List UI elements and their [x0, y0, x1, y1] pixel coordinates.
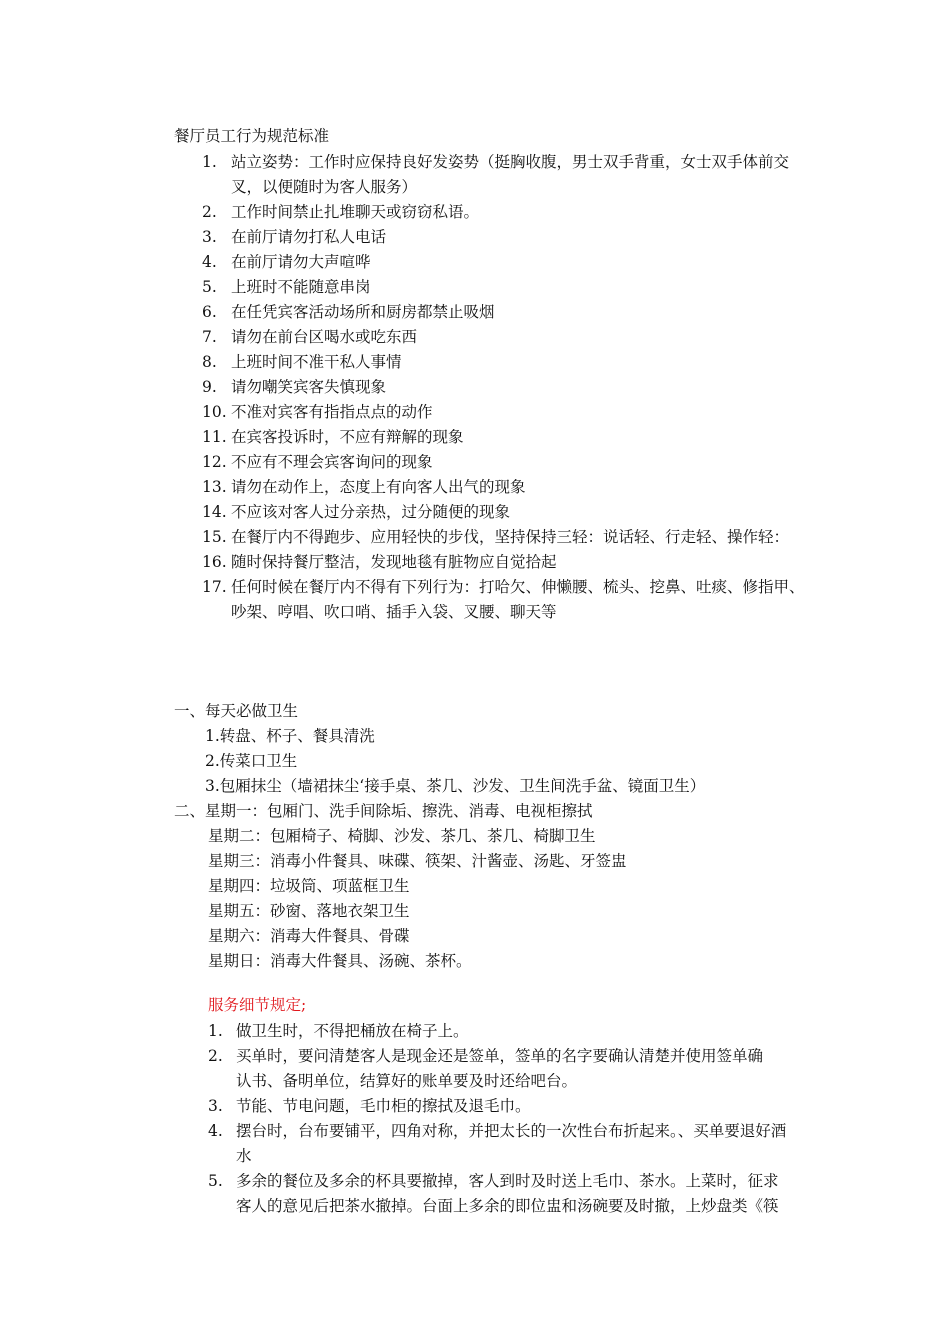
list-number: 4. [202, 253, 217, 271]
list-text: 摆台时，台布要铺平，四角对称，并把太长的一次性台布折起来。、买单要退好酒 [236, 1122, 787, 1140]
list-text: 上班时不能随意串岗 [231, 278, 371, 296]
list-item: 1.转盘、杯子、餐具清洗 [205, 727, 375, 745]
list-text: 吵架、哼唱、吹口哨、插手入袋、叉腰、聊天等 [231, 603, 557, 621]
list-number: 16. [202, 553, 227, 571]
list-text: 水 [236, 1147, 252, 1165]
list-text: 客人的意见后把茶水撤掉。台面上多余的即位盅和汤碗要及时撤，上炒盘类《筷 [236, 1197, 779, 1215]
section-heading: 二、星期一：包厢门、洗手间除垢、擦洗、消毒、电视柜擦拭 [174, 802, 593, 820]
list-number: 9. [202, 378, 217, 396]
list-number: 10. [202, 403, 227, 421]
list-text: 买单时，要问清楚客人是现金还是签单，签单的名字要确认清楚并使用签单确 [236, 1047, 764, 1065]
list-number: 4. [208, 1122, 223, 1140]
list-number: 11. [202, 428, 227, 446]
list-text: 节能、节电问题，毛巾柜的擦拭及退毛巾。 [236, 1097, 531, 1115]
list-number: 3. [202, 228, 217, 246]
list-number: 17. [202, 578, 227, 596]
list-text: 在任凭宾客活动场所和厨房都禁止吸烟 [231, 303, 495, 321]
list-text: 在前厅请勿打私人电话 [231, 228, 387, 246]
list-item: 星期五：砂窗、落地衣架卫生 [208, 902, 410, 920]
service-heading: 服务细节规定; [208, 996, 307, 1014]
list-number: 14. [202, 503, 227, 521]
list-number: 6. [202, 303, 217, 321]
list-text: 请勿嘲笑宾客失慎现象 [231, 378, 387, 396]
list-number: 5. [208, 1172, 223, 1190]
list-text: 叉，以便随时为客人服务） [231, 178, 418, 196]
list-item: 星期六：消毒大件餐具、骨碟 [208, 927, 410, 945]
list-item: 3.包厢抹尘（墙裙抹尘‘接手桌、茶几、沙发、卫生间洗手盆、镜面卫生） [205, 777, 706, 795]
list-number: 8. [202, 353, 217, 371]
list-number: 13. [202, 478, 227, 496]
list-text: 不准对宾客有指指点点的动作 [231, 403, 433, 421]
list-item: 星期二：包厢椅子、椅脚、沙发、茶几、茶几、椅脚卫生 [208, 827, 596, 845]
list-item: 2.传菜口卫生 [205, 752, 298, 770]
list-text: 上班时间不准干私人事情 [231, 353, 402, 371]
list-text: 做卫生时，不得把桶放在椅子上。 [236, 1022, 469, 1040]
document-title: 餐厅员工行为规范标准 [174, 127, 330, 145]
list-number: 12. [202, 453, 227, 471]
list-text: 在前厅请勿大声喧哗 [231, 253, 371, 271]
list-number: 3. [208, 1097, 223, 1115]
list-number: 5. [202, 278, 217, 296]
list-number: 7. [202, 328, 217, 346]
list-text: 站立姿势：工作时应保持良好发姿势（挺胸收腹，男士双手背重，女士双手体前交 [231, 153, 790, 171]
list-text: 随时保持餐厅整洁，发现地毯有脏物应自觉拾起 [231, 553, 557, 571]
list-text: 不应该对客人过分亲热，过分随便的现象 [231, 503, 511, 521]
list-number: 1. [208, 1022, 223, 1040]
list-text: 在宾客投诉时，不应有辩解的现象 [231, 428, 464, 446]
list-text: 请勿在前台区喝水或吃东西 [231, 328, 418, 346]
list-text: 多余的餐位及多余的杯具要撤掉，客人到时及时送上毛巾、茶水。上菜时，征求 [236, 1172, 779, 1190]
list-item: 星期三：消毒小件餐具、味碟、筷架、汁酱壶、汤匙、牙签盅 [208, 852, 627, 870]
list-text: 工作时间禁止扎堆聊天或窃窃私语。 [231, 203, 480, 221]
list-text: 不应有不理会宾客询问的现象 [231, 453, 433, 471]
list-text: 在餐厅内不得跑步、应用轻快的步伐，坚持保持三轻：说话轻、行走轻、操作轻： [231, 528, 790, 546]
list-number: 1. [202, 153, 217, 171]
list-item: 星期日：消毒大件餐具、汤碗、茶杯。 [208, 952, 472, 970]
list-item: 星期四：垃圾筒、项蓝框卫生 [208, 877, 410, 895]
list-text: 请勿在动作上，态度上有向客人出气的现象 [231, 478, 526, 496]
list-text: 认书、备明单位，结算好的账单要及时还给吧台。 [236, 1072, 578, 1090]
list-text: 任何时候在餐厅内不得有下列行为：打哈欠、伸懒腰、梳头、挖鼻、吐痰、修指甲、 [231, 578, 805, 596]
section-heading: 一、每天必做卫生 [174, 702, 299, 720]
list-number: 15. [202, 528, 227, 546]
list-number: 2. [202, 203, 217, 221]
list-number: 2. [208, 1047, 223, 1065]
